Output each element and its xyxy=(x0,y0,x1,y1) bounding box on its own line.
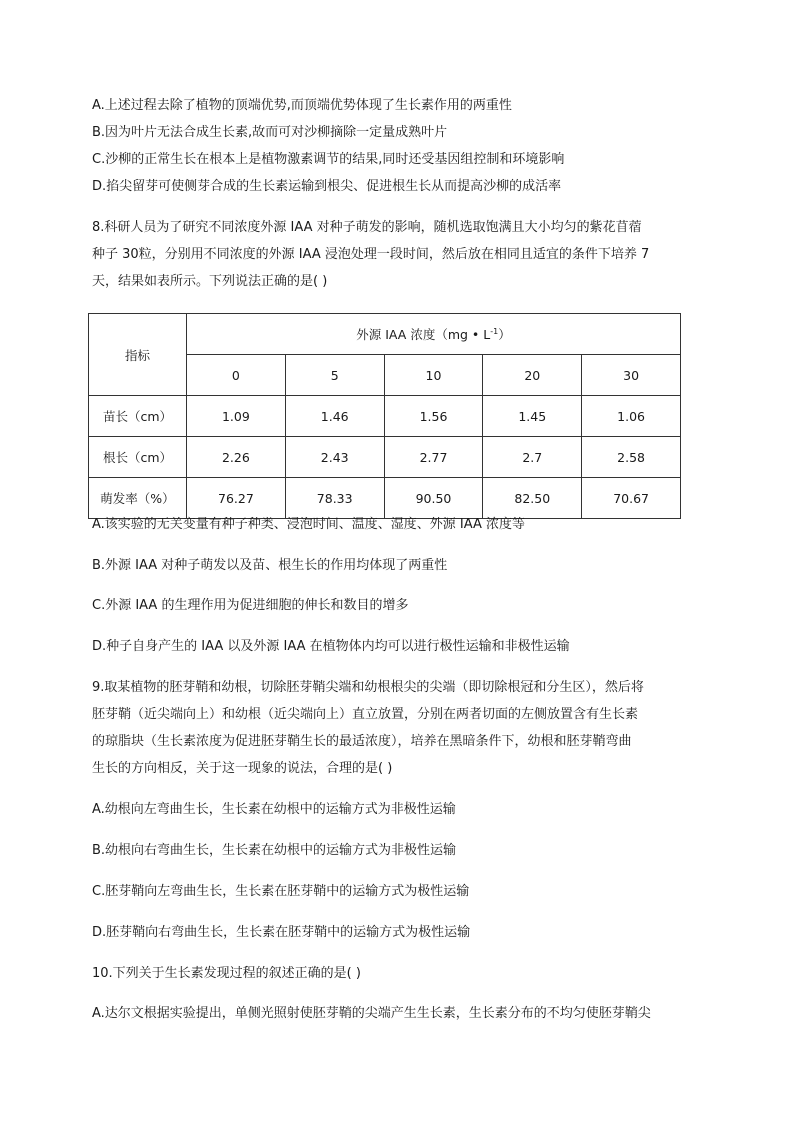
iaa-results-table xyxy=(88,313,681,519)
q9-option-c: C.胚芽鞘向左弯曲生长，生长素在胚芽鞘中的运输方式为极性运输 xyxy=(92,884,470,899)
table-cell: 82.50 xyxy=(483,478,582,519)
q8-option-c: C.外源 IAA 的生理作用为促进细胞的伸长和数目的增多 xyxy=(92,598,409,613)
q8-stem-line-2: 种子 30粒，分别用不同浓度的外源 IAA 浸泡处理一段时间，然后放在相同且适宜的条件下培养 7 xyxy=(92,247,650,262)
q8-option-a: A.该实验的无关变量有种子种类、浸泡时间、温度、湿度、外源 IAA 浓度等 xyxy=(92,517,526,532)
table-cell: 1.46 xyxy=(285,396,384,437)
q9-option-a: A.幼根向左弯曲生长，生长素在幼根中的运输方式为非极性运输 xyxy=(92,802,456,817)
table-cell: 2.26 xyxy=(187,437,286,478)
table-conc-5: 5 xyxy=(285,355,384,396)
q7-option-d: D.掐尖留芽可使侧芽合成的生长素运输到根尖、促进根生长从而提高沙柳的成活率 xyxy=(92,179,562,194)
table-row xyxy=(89,396,681,437)
q7-option-c: C.沙柳的正常生长在根本上是植物激素调节的结果,同时还受基因组控制和环境影响 xyxy=(92,152,565,167)
q8-option-d: D.种子自身产生的 IAA 以及外源 IAA 在植物体内均可以进行极性运输和非极性运输 xyxy=(92,639,570,654)
table-cell: 2.58 xyxy=(582,437,681,478)
table-cell: 1.09 xyxy=(187,396,286,437)
q9-option-b: B.幼根向右弯曲生长，生长素在幼根中的运输方式为非极性运输 xyxy=(92,843,457,858)
table-conc-20: 20 xyxy=(483,355,582,396)
table-cell: 76.27 xyxy=(187,478,286,519)
q7-option-b: B.因为叶片无法合成生长素,故而可对沙柳摘除一定量成熟叶片 xyxy=(92,125,448,140)
table-cell: 90.50 xyxy=(384,478,483,519)
table-conc-0: 0 xyxy=(187,355,286,396)
q10-stem: 10.下列关于生长素发现过程的叙述正确的是( ) xyxy=(92,966,361,981)
table-concentration-header: 外源 IAA 浓度（mg • $L^{-1}$） xyxy=(187,314,681,355)
table-corner-header: 指标 xyxy=(89,314,187,396)
row-label: 苗长（cm） xyxy=(89,396,187,437)
table-cell: 2.77 xyxy=(384,437,483,478)
table-row xyxy=(89,478,681,519)
q9-stem-line-2: 胚芽鞘（近尖端向上）和幼根（近尖端向上）直立放置，分别在两者切面的左侧放置含有生长素 xyxy=(92,707,639,722)
q7-option-a: A.上述过程去除了植物的顶端优势,而顶端优势体现了生长素作用的两重性 xyxy=(92,98,512,113)
q9-option-d: D.胚芽鞘向右弯曲生长，生长素在胚芽鞘中的运输方式为极性运输 xyxy=(92,925,471,940)
q9-stem-line-3: 的琼脂块（生长素浓度为促进胚芽鞘生长的最适浓度），培养在黑暗条件下，幼根和胚芽鞘弯曲 xyxy=(92,734,632,749)
q8-stem-line-1: 8.科研人员为了研究不同浓度外源 IAA 对种子萌发的影响，随机选取饱满且大小均匀的紫花苜蓿 xyxy=(92,220,642,235)
table-conc-30: 30 xyxy=(582,355,681,396)
q9-stem-line-1: 9.取某植物的胚芽鞘和幼根，切除胚芽鞘尖端和幼根根尖的尖端（即切除根冠和分生区），然后将 xyxy=(92,680,644,695)
table-cell: 1.06 xyxy=(582,396,681,437)
table-row xyxy=(89,437,681,478)
q8-option-b: B.外源 IAA 对种子萌发以及苗、根生长的作用均体现了两重性 xyxy=(92,558,448,573)
table-cell: 1.45 xyxy=(483,396,582,437)
table-cell: 2.43 xyxy=(285,437,384,478)
table-cell: 1.56 xyxy=(384,396,483,437)
row-label: 萌发率（%） xyxy=(89,478,187,519)
table-cell: 78.33 xyxy=(285,478,384,519)
q10-option-a: A.达尔文根据实验提出，单侧光照射使胚芽鞘的尖端产生生长素，生长素分布的不均匀使胚芽鞘尖 xyxy=(92,1006,651,1021)
table-conc-10: 10 xyxy=(384,355,483,396)
row-label: 根长（cm） xyxy=(89,437,187,478)
q9-stem-line-4: 生长的方向相反，关于这一现象的说法，合理的是( ) xyxy=(92,761,393,776)
table-cell: 70.67 xyxy=(582,478,681,519)
q8-stem-line-3: 天，结果如表所示。下列说法正确的是( ) xyxy=(92,274,328,289)
table-cell: 2.7 xyxy=(483,437,582,478)
